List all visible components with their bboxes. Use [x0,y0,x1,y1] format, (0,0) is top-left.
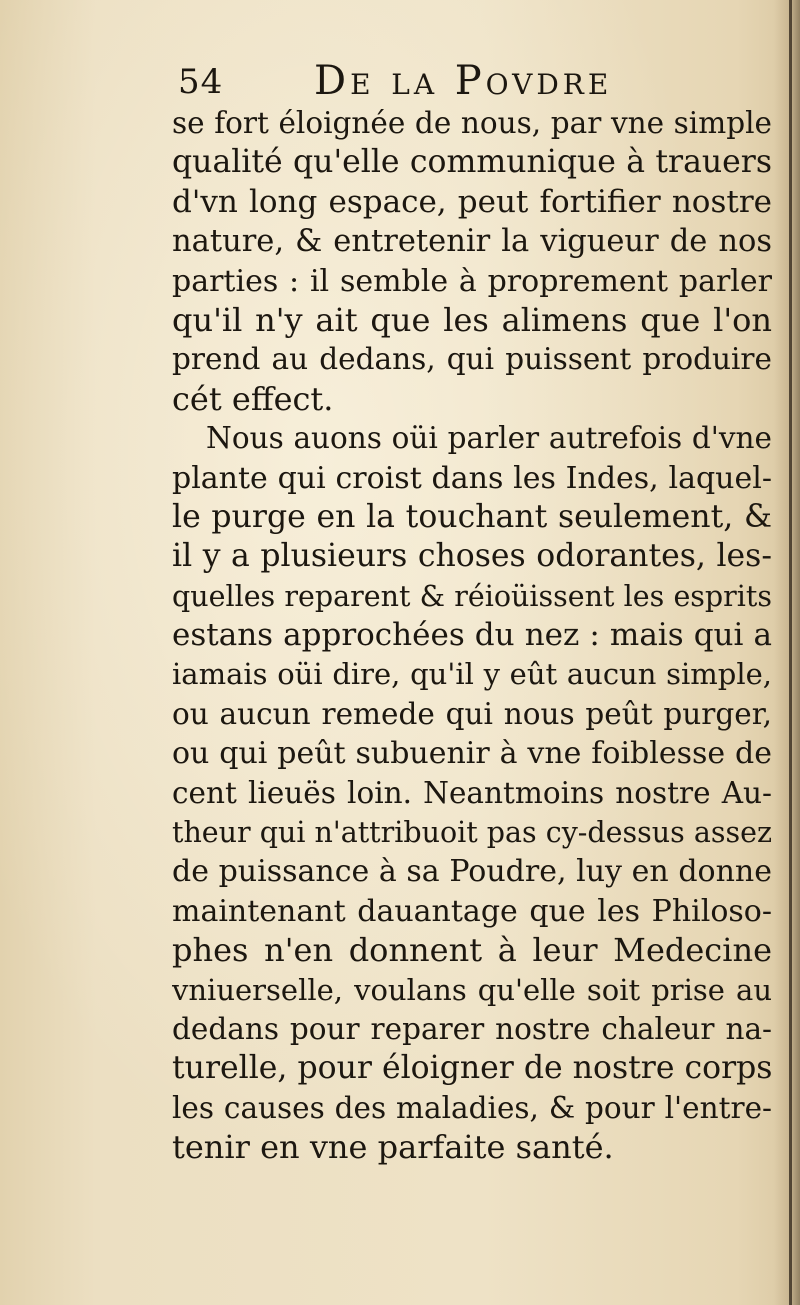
page-number: 54 [178,62,224,102]
text-line: iamais oüi dire, qu'il y eût aucun simple, [172,657,772,692]
text-line: se fort éloignée de nous, par vne simple [172,106,772,140]
text-line: estans approchées du nez : mais qui a [172,617,772,654]
text-line: cent lieuës loin. Neantmoins nostre Au- [172,775,772,810]
text-line: phes n'en donnent à leur Medecine [172,931,772,970]
text-line: quelles reparent & réioüissent les esprits [172,579,772,613]
text-line: de puissance à sa Poudre, luy en donne [172,854,772,890]
text-line: maintenant dauantage que les Philoso- [172,893,772,929]
page-edge-shadow [774,0,800,1305]
paragraph-start-line: Nous auons oüi parler autrefois d'vne [206,421,772,456]
text-line: dedans pour reparer nostre chaleur na- [172,1011,772,1046]
text-line: il y a plusieurs choses odorantes, les- [172,538,772,575]
text-line: nature, & entretenir la vigueur de nos [172,224,772,260]
text-line: le purge en la touchant seulement, & [172,498,772,535]
text-line: theur qui n'attribuoit pas cy-dessus assez [172,816,772,850]
text-line: vniuerselle, voulans qu'elle soit prise au [172,972,772,1007]
paragraph-end-line: cét effect. [172,379,334,418]
text-line: turelle, pour éloigner de nostre corps [172,1050,772,1087]
paragraph-end-line: tenir en vne parfaite santé. [172,1128,614,1167]
text-line: ou aucun remede qui nous peût purger, [172,696,772,731]
text-line: qu'il n'y ait que les alimens que l'on [172,300,772,339]
text-line: d'vn long espace, peut fortifier nostre [172,183,772,220]
text-line: qualité qu'elle communique à trauers [172,144,772,181]
text-line: plante qui croist dans les Indes, laquel- [172,460,772,496]
text-line: prend au dedans, qui puissent produire [172,342,772,377]
body-text [172,104,772,1168]
running-title: De la Povdre [314,58,613,104]
text-line: parties : il semble à proprement parler [172,263,772,299]
page-edge-line [789,0,792,1305]
text-line: les causes des maladies, & pour l'entre- [172,1090,772,1125]
text-line: ou qui peût subuenir à vne foiblesse de [172,736,772,772]
